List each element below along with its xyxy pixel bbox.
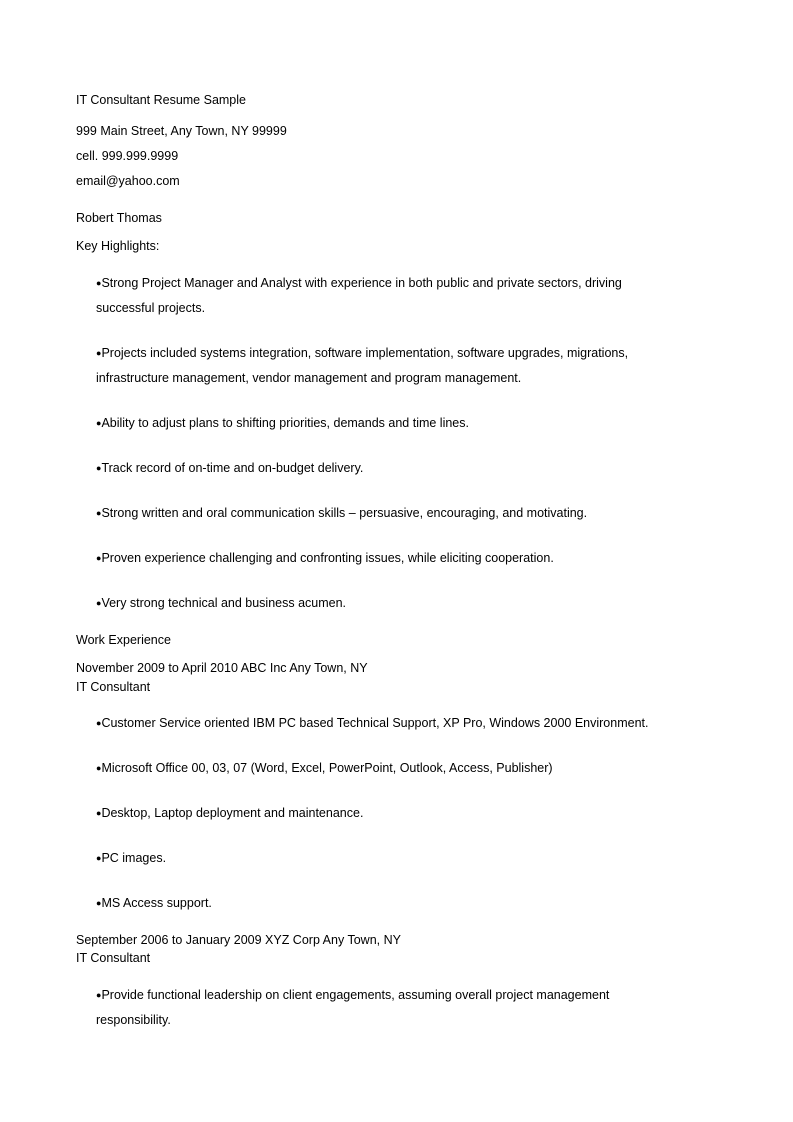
list-item (96, 760, 553, 776)
list-item-text: Strong Project Manager and Analyst with experience in both public and private sectors, driving (101, 276, 622, 290)
job-role: IT Consultant (76, 680, 151, 694)
list-item (96, 850, 166, 866)
bullet-icon: ● (96, 598, 102, 608)
list-item-text: Proven experience challenging and confronting issues, while eliciting cooperation. (101, 551, 554, 565)
bullet-icon: ● (96, 553, 102, 563)
list-item-continuation: responsibility. (96, 1013, 171, 1027)
address-line: 999 Main Street, Any Town, NY 99999 (76, 124, 287, 138)
list-item-text: Ability to adjust plans to shifting priorities, demands and time lines. (101, 416, 469, 430)
bullet-icon: ● (96, 348, 102, 358)
list-item-continuation: successful projects. (96, 301, 206, 315)
bullet-icon: ● (96, 508, 102, 518)
list-item-text: Microsoft Office 00, 03, 07 (Word, Excel, PowerPoint, Outlook, Access, Publisher) (101, 761, 553, 775)
list-item-text: MS Access support. (101, 896, 212, 910)
list-item (96, 505, 587, 521)
bullet-icon: ● (96, 418, 102, 428)
list-item (96, 715, 648, 731)
list-item (96, 595, 346, 611)
list-item-text: PC images. (101, 851, 167, 865)
job-header: September 2006 to January 2009 XYZ Corp Any Town, NY (76, 933, 401, 947)
work-heading: Work Experience (76, 633, 171, 647)
bullet-icon: ● (96, 278, 102, 288)
list-item (96, 987, 609, 1003)
list-item-text: Strong written and oral communication skills – persuasive, encouraging, and motivating. (101, 506, 588, 520)
list-item-text: Provide functional leadership on client engagements, assuming overall project management (101, 988, 610, 1002)
job-header: November 2009 to April 2010 ABC Inc Any Town, NY (76, 661, 368, 675)
list-item-text: Very strong technical and business acumen. (101, 596, 347, 610)
job-role: IT Consultant (76, 951, 151, 965)
list-item (96, 415, 469, 431)
list-item (96, 275, 622, 291)
list-item-text: Desktop, Laptop deployment and maintenance. (101, 806, 364, 820)
candidate-name: Robert Thomas (76, 211, 162, 225)
bullet-icon: ● (96, 898, 102, 908)
list-item (96, 345, 628, 361)
list-item-continuation: infrastructure management, vendor management and program management. (96, 371, 522, 385)
list-item (96, 895, 212, 911)
list-item (96, 460, 363, 476)
list-item (96, 550, 554, 566)
highlights-heading: Key Highlights: (76, 239, 160, 253)
bullet-icon: ● (96, 763, 102, 773)
page-title: IT Consultant Resume Sample (76, 93, 246, 107)
bullet-icon: ● (96, 808, 102, 818)
cell-line: cell. 999.999.9999 (76, 149, 179, 163)
list-item-text: Projects included systems integration, software implementation, software upgrades, migrations, (101, 346, 629, 360)
bullet-icon: ● (96, 718, 102, 728)
bullet-icon: ● (96, 990, 102, 1000)
email-line: email@yahoo.com (76, 174, 180, 188)
list-item (96, 805, 363, 821)
bullet-icon: ● (96, 853, 102, 863)
list-item-text: Customer Service oriented IBM PC based Technical Support, XP Pro, Windows 2000 Environment. (101, 716, 649, 730)
list-item-text: Track record of on-time and on-budget delivery. (101, 461, 364, 475)
bullet-icon: ● (96, 463, 102, 473)
